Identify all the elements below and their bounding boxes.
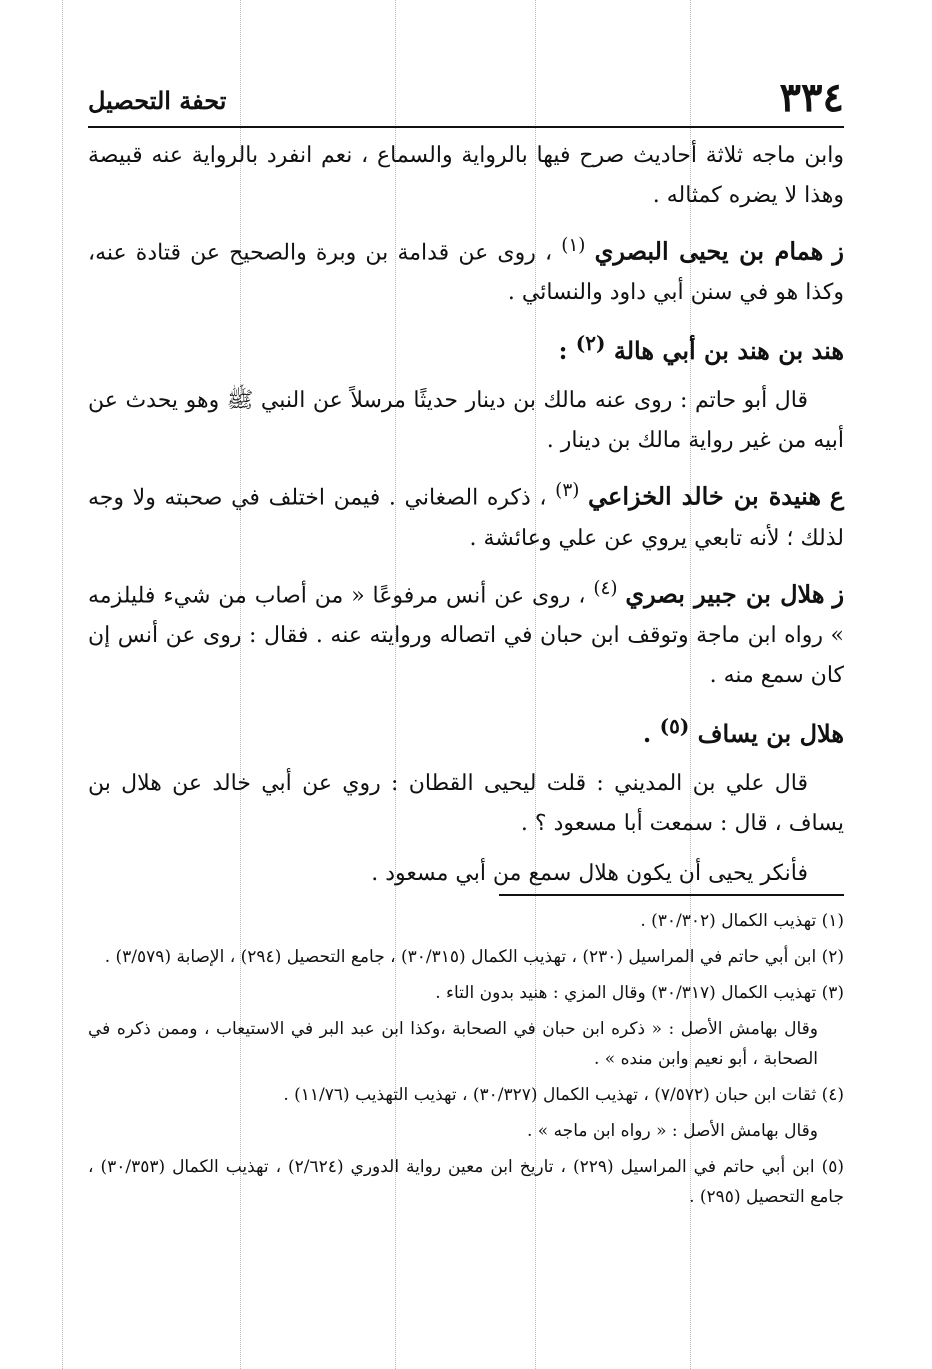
footnotes — [88, 906, 844, 1218]
left-margin-dotted-line — [62, 0, 63, 1369]
entry-name: هلال بن جبير بصري — [625, 578, 825, 608]
footnote-ref: (٢) — [575, 331, 606, 356]
entry-marker: ع — [829, 481, 845, 511]
footnote-ref: (١) — [561, 235, 586, 256]
entry-name: همام بن يحيى البصري — [594, 236, 824, 266]
footnote-1: (١) تهذيب الكمال (٣٠/٣٠٢) . — [640, 911, 844, 931]
footnote-2: (٢) ابن أبي حاتم في المراسيل (٢٣٠) ، تهذيب الكمال (٣٠/٣١٥) ، جامع التحصيل (٢٩٤) ، الإصابة (٣/٥٧٩) . — [104, 947, 844, 967]
heading-period: . — [642, 718, 652, 748]
footnote-ref: (٤) — [593, 577, 618, 599]
entry-hunaydah — [88, 471, 844, 558]
main-text — [88, 136, 844, 904]
footnote-3: (٣) تهذيب الكمال (٣٠/٣١٧) وقال المزي : هنيد بدون التاء . — [435, 983, 844, 1003]
entry-hilal-yasaf-text: قال علي بن المديني : قلت ليحيى القطان : روي عن أبي خالد عن هلال بن يساف ، قال : سمعت أبا مسعود ؟ . — [88, 770, 844, 836]
entry-name: هند بن هند بن أبي هالة — [613, 336, 844, 366]
running-title: تحفة التحصيل — [88, 86, 227, 115]
entry-name: هلال بن يساف — [697, 718, 844, 748]
footnote-4-note: وقال بهامش الأصل : « رواه ابن ماجه » . — [526, 1121, 818, 1141]
entry-hilal-yasaf-text-2: فأنكر يحيى أن يكون هلال سمع من أبي مسعود . — [371, 860, 808, 886]
entry-text: ، روى عن قدامة بن وبرة والصحيح عن قتادة عنه، وكذا هو في سنن أبي داود والنسائي . — [88, 240, 844, 306]
heading-colon: : — [558, 336, 568, 366]
entry-marker: ز — [832, 578, 845, 608]
page-number: ٣٣٤ — [779, 74, 844, 121]
entry-hind-text: قال أبو حاتم : روى عنه مالك بن دينار حديثًا مرسلاً عن النبي ﷺ وهو يحدث عن أبيه من غير رواية مالك بن دينار . — [88, 388, 844, 454]
footnote-5: (٥) ابن أبي حاتم في المراسيل (٢٢٩) ، تاريخ ابن معين رواية الدوري (٢/٦٢٤) ، تهذيب الكمال (٣٠/٣٥٣) ، جامع التحصيل (٢٩٥) . — [88, 1157, 844, 1207]
entry-hilal-jubayr — [88, 569, 844, 696]
footnote-ref: (٣) — [555, 480, 580, 502]
footnote-3-note: وقال بهامش الأصل : « ذكره ابن حبان في الصحابة ،وكذا ابن عبد البر في الاستيعاب ، وممن ذكره في الصحابة ، أبو نعيم وابن منده » . — [88, 1019, 818, 1069]
entry-name: هنيدة بن خالد الخزاعي — [588, 481, 822, 511]
footnote-ref: (٥) — [659, 713, 690, 738]
footnote-4: (٤) ثقات ابن حبان (٧/٥٧٢) ، تهذيب الكمال (٣٠/٣٢٧) ، تهذيب التهذيب (١١/٧٦) . — [283, 1085, 844, 1105]
entry-text: ، روى عن أنس مرفوعًا « من أصاب من شيء فليلزمه » رواه ابن ماجة وتوقف ابن حبان في اتصاله وروايته عنه . فقال : روى عن أنس إن كان سمع منه . — [88, 582, 844, 688]
entry-hind-heading — [88, 323, 844, 371]
entry-hammam — [88, 226, 844, 313]
entry-text: ، ذكره الصغاني . فيمن اختلف في صحبته ولا وجه لذلك ؛ لأنه تابعي يروي عن علي وعائشة . — [88, 485, 844, 551]
entry-marker: ز — [832, 236, 844, 266]
continuation-paragraph: وابن ماجه ثلاثة أحاديث صرح فيها بالرواية والسماع ، نعم انفرد بالرواية عنه قبيصة وهذا لا يضره كمثاله . — [88, 143, 844, 208]
entry-hilal-yasaf-heading — [88, 706, 844, 754]
footnote-separator — [499, 894, 844, 896]
page-header — [88, 72, 844, 128]
